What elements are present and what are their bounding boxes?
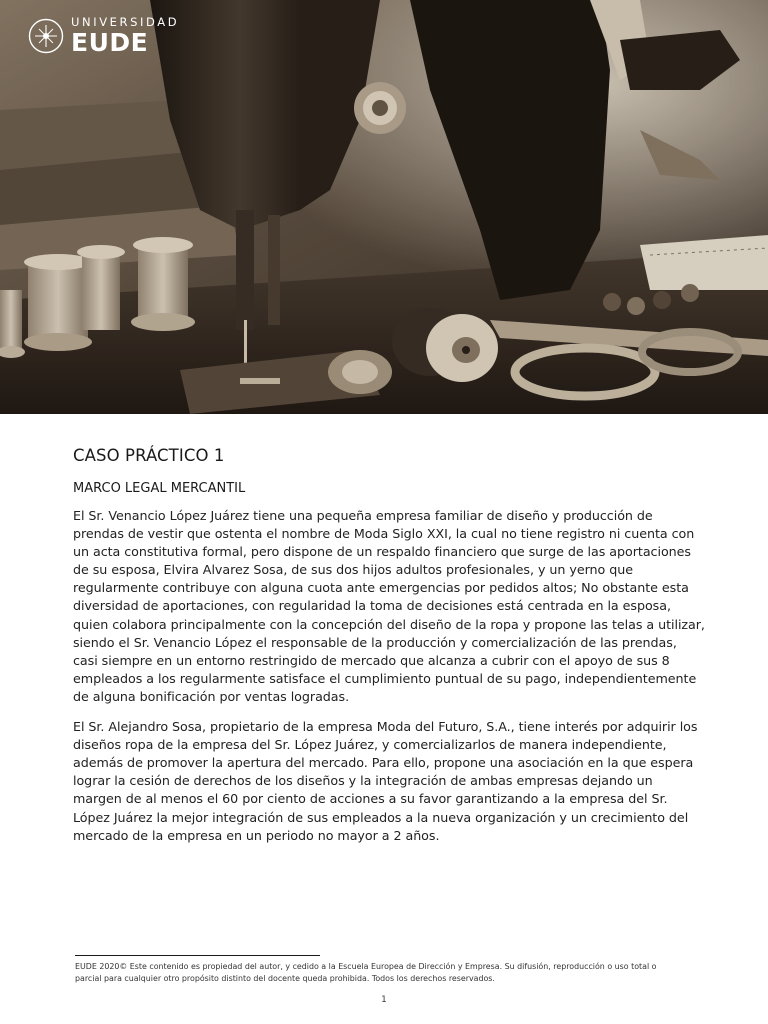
- footnote-divider: [75, 955, 320, 956]
- page-number: 1: [381, 995, 387, 1005]
- eude-logo: [28, 17, 179, 55]
- hero-photo: [0, 0, 768, 414]
- section-title: MARCO LEGAL MERCANTIL: [73, 481, 246, 496]
- sewing-machine-illustration: [0, 0, 768, 414]
- paragraph-1: El Sr. Venancio López Juárez tiene una pequeña empresa familiar de diseño y producción de prendas de vestir que ostenta el nombre de Moda Siglo XXI, la cual no tiene registro ni cuenta con un acta constitutiva formal, pero dispone de un respaldo financiero que surge de las aportaciones de su esposa, Elvira Alvarez Sosa, de sus dos hijos adultos profesionales, y un yerno que regularmente contribuye con alguna cuota ante emergencias por pedidos altos; No obstante esta diversidad de aportaciones, con regularidad la toma de decisiones está centrada en la esposa, quien colabora principalmente con la concepción del diseño de la ropa y propone las telas a utilizar, siendo el Sr. Venancio López el responsable de la producción y comercialización de las prendas, casi siempre en un entorno restringido de mercado que alcanza a cubrir con el apoyo de sus 8 empleados a los regularmente satisface el cumplimiento puntual de su pago, independientemente de alguna bonificación por ventas logradas.: [73, 508, 705, 704]
- eude-emblem-icon: [28, 18, 64, 54]
- logo-university-label: UNIVERSIDAD: [71, 15, 180, 29]
- document-body: [73, 446, 705, 845]
- copyright-footnote: EUDE 2020© Este contenido es propiedad del autor, y cedido a la Escuela Europea de Dirección y Empresa. Su difusión, reproducción o uso total o parcial para cualquier otro propósito distinto del docente queda prohibida. Todos los derechos reservados.: [75, 962, 657, 983]
- case-title: CASO PRÁCTICO 1: [73, 446, 225, 465]
- logo-wordmark: EUDE: [71, 27, 149, 57]
- paragraph-2: El Sr. Alejandro Sosa, propietario de la empresa Moda del Futuro, S.A., tiene interés por adquirir los diseños ropa de la empresa del Sr. López Juárez, y comercializarlos de manera independiente, además de promover la apertura del mercado. Para ello, propone una asociación en la que espera lograr la cesión de derechos de los diseños y la integración de ambas empresas dejando un margen de al menos el 60 por ciento de acciones a su favor garantizando a la empresa del Sr. López Juárez la mejor integración de sus empleados a la nueva organización y un crecimiento del mercado de la empresa en un periodo no mayor a 2 años.: [73, 719, 698, 843]
